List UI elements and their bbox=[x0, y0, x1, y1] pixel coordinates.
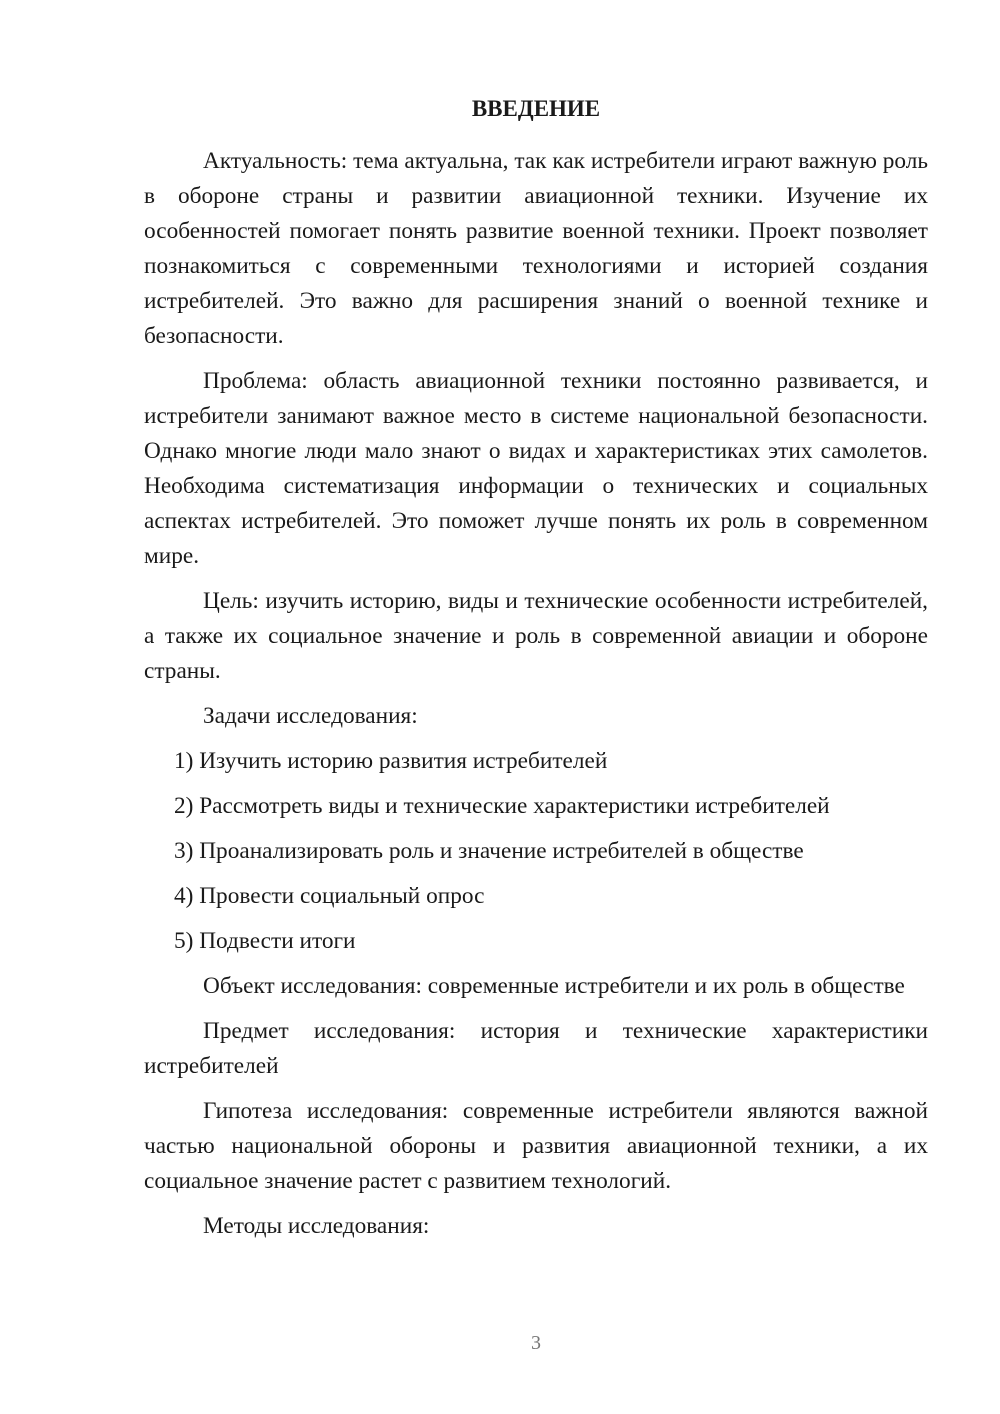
tasks-list bbox=[144, 744, 928, 959]
list-item: 5) Подвести итоги bbox=[174, 928, 356, 954]
paragraph-subject: Предмет исследования: история и технические характеристики истребителей bbox=[144, 1018, 928, 1079]
paragraph-methods: Методы исследования: bbox=[203, 1213, 430, 1239]
document-body bbox=[144, 91, 928, 1254]
paragraph-object: Объект исследования: современные истребители и их роль в обществе bbox=[203, 973, 905, 999]
list-item: 2) Рассмотреть виды и технические характеристики истребителей bbox=[174, 793, 830, 819]
list-item: 3) Проанализировать роль и значение истребителей в обществе bbox=[174, 838, 804, 864]
paragraph-goal: Цель: изучить историю, виды и технические особенности истребителей, а также их социальное значение и роль в современной авиации и обороне страны. bbox=[144, 588, 928, 684]
paragraph-problem: Проблема: область авиационной техники постоянно развивается, и истребители занимают важное место в системе национальной безопасности. Однако многие люди мало знают о видах и характеристиках этих самолетов. Необходима систематизация информации о технических и социальных аспектах истребителей. Это поможет лучше понять их роль в современном мире. bbox=[144, 368, 928, 569]
list-item: 1) Изучить историю развития истребителей bbox=[174, 748, 608, 774]
page-number: 3 bbox=[531, 1332, 541, 1354]
section-heading: ВВЕДЕНИЕ bbox=[471, 96, 601, 121]
paragraph-relevance: Актуальность: тема актуальна, так как истребители играют важную роль в обороне страны и развитии авиационной техники. Изучение их особенностей помогает понять развитие военной техники. Проект позволяет познакомиться с современными технологиями и историей создания истребителей. Это важно для расширения знаний о военной технике и безопасности. bbox=[144, 148, 928, 349]
list-item: 4) Провести социальный опрос bbox=[174, 883, 485, 909]
paragraph-hypothesis: Гипотеза исследования: современные истребители являются важной частью национальной обороны и развития авиационной техники, а их социальное значение растет с развитием технологий. bbox=[144, 1098, 928, 1194]
paragraph-tasks-intro: Задачи исследования: bbox=[203, 703, 418, 729]
